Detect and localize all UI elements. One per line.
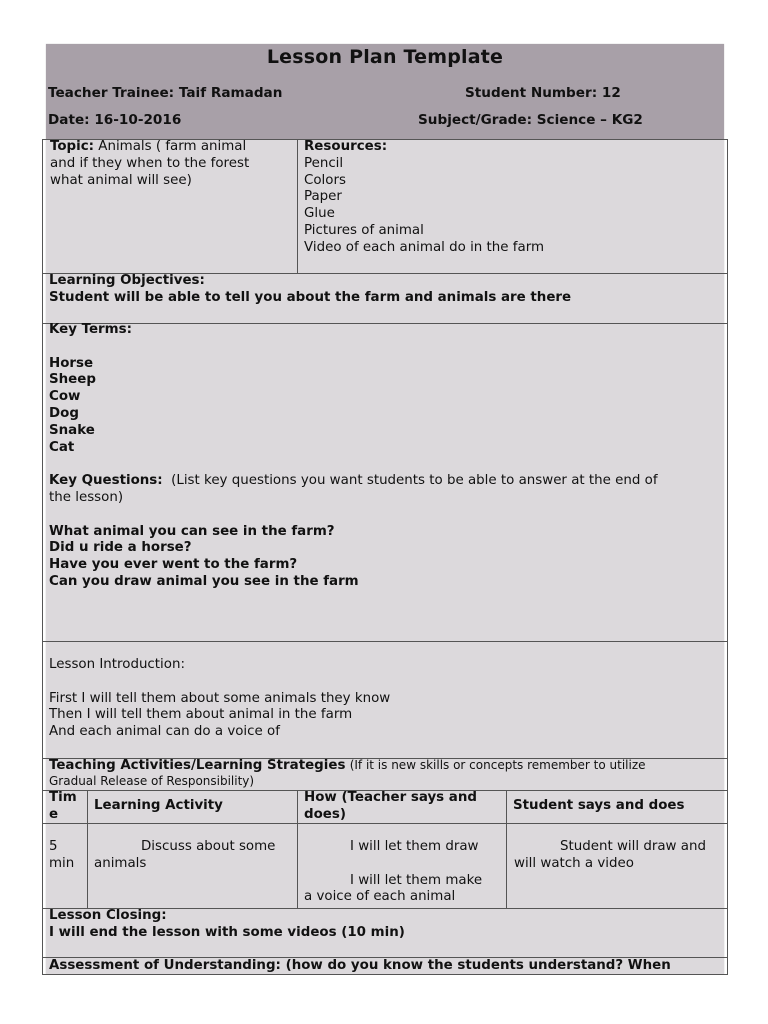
objectives-cell [49, 273, 571, 307]
header-activity: Learning Activity [94, 798, 223, 813]
key-questions-label: Key Questions: [49, 473, 163, 489]
key-questions-note: the lesson) [49, 489, 124, 505]
row-activity-text: Discuss about some [141, 839, 276, 854]
introduction-line: First I will tell them about some animals they know [49, 690, 391, 706]
page-title: Lesson Plan Template [266, 46, 504, 68]
topic-line: what animal will see) [50, 172, 192, 188]
teaching-note: Gradual Release of Responsibility) [49, 773, 255, 788]
header-time [49, 790, 77, 824]
row-activity-text: animals [94, 855, 147, 871]
closing-cell [49, 908, 405, 942]
introduction-cell [49, 657, 390, 741]
row-student-text: will watch a video [514, 855, 634, 871]
key-question: Have you ever went to the farm? [49, 557, 298, 573]
assessment-text: Assessment of Understanding: (how do you know the students understand? When [49, 958, 671, 973]
header-student: Student says and does [513, 798, 685, 813]
resource-item: Video of each animal do in the farm [304, 239, 545, 255]
date: Date: 16-10-2016 [48, 112, 182, 128]
row-how [304, 839, 482, 906]
closing-label: Lesson Closing: [49, 908, 167, 923]
row-student-text: Student will draw and [560, 839, 706, 854]
subject-grade: Subject/Grade: Science – KG2 [418, 112, 643, 128]
student-number: Student Number: 12 [465, 85, 621, 101]
row-time [49, 839, 74, 873]
resources-cell [304, 139, 544, 257]
row-how-text: I will let them draw [350, 839, 479, 854]
topic-cell [50, 139, 249, 189]
row-time-text: 5 [49, 839, 58, 854]
table-col-divider [506, 790, 507, 909]
row-student [514, 839, 706, 873]
key-terms-cell [49, 322, 658, 591]
key-question: Did u ride a horse? [49, 540, 192, 556]
resource-item: Paper [304, 189, 342, 205]
teacher-trainee: Teacher Trainee: Taif Ramadan [48, 85, 283, 101]
key-question: What animal you can see in the farm? [49, 523, 335, 539]
teaching-label: Teaching Activities/Learning Strategies [49, 758, 346, 773]
resource-item: Glue [304, 206, 335, 222]
key-term: Sheep [49, 372, 96, 388]
key-term: Dog [49, 405, 79, 421]
topic-label: Topic: [50, 139, 95, 154]
topic-line: Animals ( farm animal [98, 139, 247, 154]
key-questions-note: (List key questions you want students to be able to answer at the end of [171, 473, 658, 489]
header-how [304, 790, 477, 824]
key-terms-label: Key Terms: [49, 322, 132, 337]
row-how-text: I will let them make [350, 872, 483, 888]
introduction-line: Then I will tell them about animal in the farm [49, 707, 353, 723]
row-time-text: min [49, 855, 75, 871]
closing-text: I will end the lesson with some videos (10 min) [49, 924, 405, 940]
teaching-cell [49, 758, 646, 789]
introduction-line: And each animal can do a voice of [49, 724, 280, 740]
introduction-label: Lesson Introduction: [49, 657, 185, 672]
row-activity [94, 839, 275, 873]
key-question: Can you draw animal you see in the farm [49, 573, 359, 589]
resource-item: Pencil [304, 155, 344, 171]
header-time-text: Tim [49, 790, 77, 805]
topic-line: and if they when to the forest [50, 155, 250, 171]
teaching-note: (If it is new skills or concepts remember to utilize [349, 758, 646, 772]
header-how-text: does) [304, 806, 346, 822]
key-term: Cat [49, 439, 75, 455]
key-term: Cow [49, 389, 81, 405]
column-divider [297, 139, 298, 274]
header-how-text: How (Teacher says and [304, 790, 477, 805]
resource-item: Pictures of animal [304, 222, 424, 238]
resources-label: Resources: [304, 139, 388, 154]
table-col-divider [87, 790, 88, 909]
objectives-label: Learning Objectives: [49, 273, 205, 288]
objectives-text: Student will be able to tell you about the farm and animals are there [49, 289, 572, 305]
table-col-divider [297, 790, 298, 909]
header-time-text: e [49, 806, 59, 822]
resource-item: Colors [304, 172, 346, 188]
key-term: Horse [49, 355, 94, 371]
key-term: Snake [49, 422, 95, 438]
row-how-text: a voice of each animal [304, 889, 456, 905]
